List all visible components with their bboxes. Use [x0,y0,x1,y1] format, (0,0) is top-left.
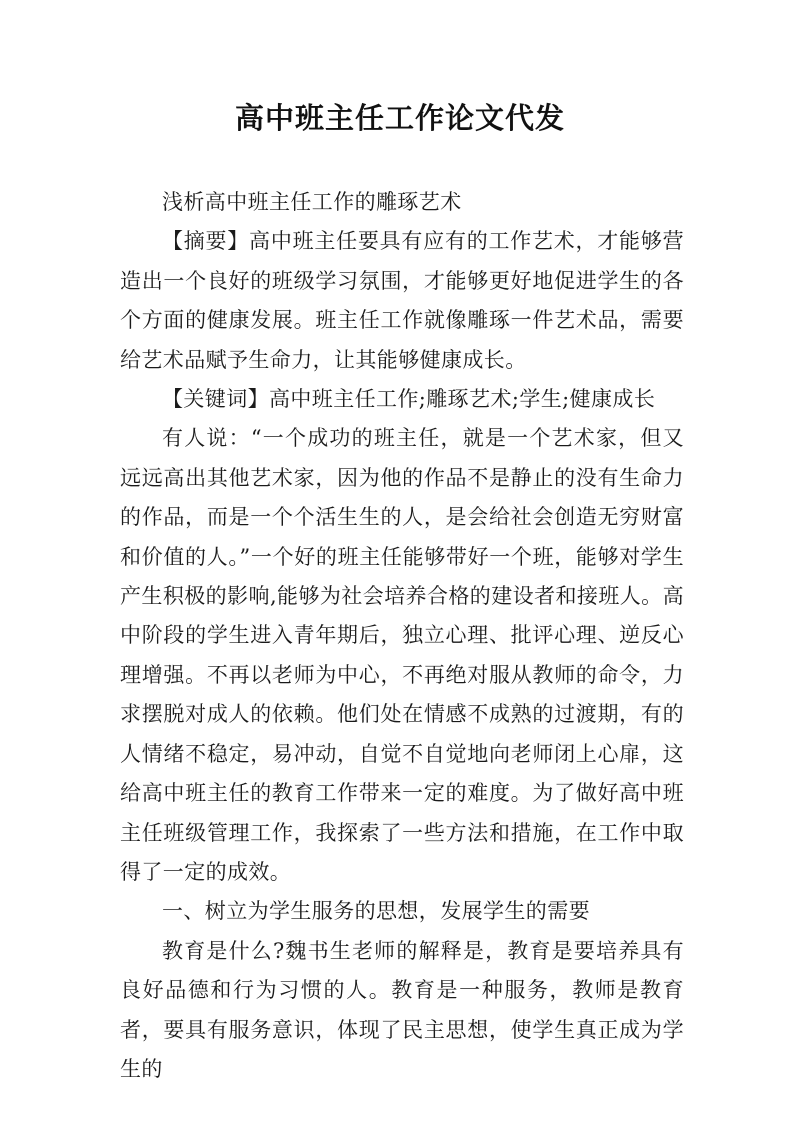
document-title: 高中班主任工作论文代发 [234,101,565,135]
keywords-paragraph: 【关键词】高中班主任工作;雕琢艺术;学生;健康成长 [162,387,656,412]
article-subtitle: 浅析高中班主任工作的雕琢艺术 [162,190,462,214]
section-heading: 一、树立为学生服务的思想，发展学生的需要 [162,899,590,924]
section-paragraph: 教育是什么?魏书生老师的解释是，教育是要培养具有良好品德和行为习惯的人。教育是一种服务，教师是教育者，要具有服务意识，体现了民主思想，使学生真正成为学生的 [120,938,684,1081]
abstract-paragraph: 【摘要】高中班主任要具有应有的工作艺术，才能够营造出一个良好的班级学习氛围，才能够更好地促进学生的各个方面的健康发展。班主任工作就像雕琢一件艺术品，需要给艺术品赋予生命力，让其能够健康成长。 [120,229,684,372]
intro-paragraph: 有人说：“一个成功的班主任，就是一个艺术家，但又远远高出其他艺术家，因为他的作品不是静止的没有生命力的作品，而是一个个活生生的人，是会给社会创造无穷财富和价值的人。”一个好的班主任能够带好一个班，能够对学生产生积极的影响,能够为社会培养合格的建设者和接班人。高中阶段的学生进入青年期后，独立心理、批评心理、逆反心理增强。不再以老师为中心，不再绝对服从教师的命令，力求摆脱对成人的依赖。他们处在情感不成熟的过渡期，有的人情绪不稳定，易冲动，自觉不自觉地向老师闭上心扉，这给高中班主任的教育工作带来一定的难度。为了做好高中班主任班级管理工作，我探索了一些方法和措施，在工作中取得了一定的成效。 [120,426,684,884]
document-body [120,183,684,1089]
